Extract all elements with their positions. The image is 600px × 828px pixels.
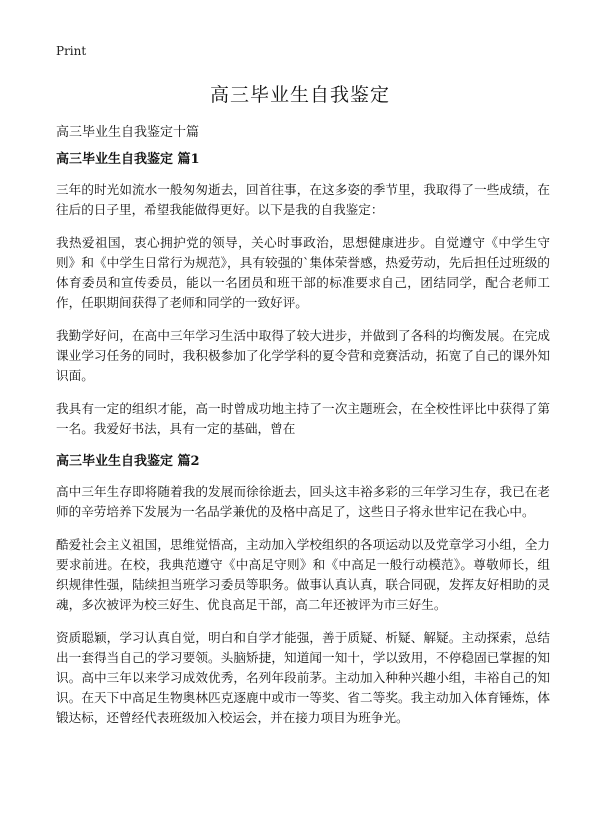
paragraph: 我热爱祖国，衷心拥护党的领导，关心时事政治，思想健康进步。自觉遵守《中学生守则》和《中学生日常行为规范》，具有较强的`集体荣誉感，热爱劳动，先后担任过班级的体育委员和宣传委员，能以一名团员和班干部的标准要求自己，团结同学，配合老师工作，任职期间获得了老师和同学的一致好评。 <box>56 235 550 310</box>
paragraph: 资质聪颖，学习认真自觉，明白和自学才能强，善于质疑、析疑、解疑。主动探索，总结出一套得当自己的学习要领。头脑矫捷，知道闻一知十，学以致用，不停稳固已掌握的知识。高中三年以来学习成效优秀，名列年段前茅。主动加入种种兴趣小组，丰裕自己的知识。在天下中高足生物奥林匹克逐鹿中或市一等奖、省二等奖。我主动加入体育锤炼，体锻达标，还曾经代表班级加入校运会，并在接力项目为班争光。 <box>56 630 550 725</box>
section-heading <box>56 452 550 472</box>
document-body <box>56 150 550 741</box>
document-subtitle: 高三毕业生自我鉴定十篇 <box>56 125 200 140</box>
paragraph: 我勤学好问，在高中三年学习生活中取得了较大进步，并做到了各科的均衡发展。在完成课业学习任务的同时，我积极参加了化学学科的夏令营和竞赛活动，拓宽了自己的课外知识面。 <box>56 328 550 383</box>
section-1 <box>56 150 550 439</box>
paragraph: 酷爱社会主义祖国，思维觉悟高，主动加入学校组织的各项运动以及党章学习小组，全力要求前进。在校，我典范遵守《中高足守则》和《中高足一般行动模范》。尊敬师长，组织规律性强，陆续担当班学习委员等职务。做事认真认真，联合同砚，发挥友好相助的灵魂，多次被评为校三好生、优良高足干部，高二年还被评为市三好生。 <box>56 537 550 612</box>
section-2 <box>56 452 550 728</box>
section-heading <box>56 150 550 170</box>
section-heading-text: 高三毕业生自我鉴定 篇 <box>56 454 191 469</box>
paragraph: 三年的时光如流水一般匆匆逝去，回首往事，在这多姿的季节里，我取得了一些成绩，在往后的日子里，希望我能做得更好。以下是我的自我鉴定： <box>56 182 550 217</box>
section-heading-text: 高三毕业生自我鉴定 篇 <box>56 152 191 167</box>
page-title: 高三毕业生自我鉴定 <box>209 84 390 106</box>
section-number: 2 <box>190 454 200 469</box>
print-link[interactable]: Print <box>56 44 87 58</box>
section-number: 1 <box>190 152 200 167</box>
paragraph: 高中三年生存即将随着我的发展而徐徐逝去，回头这丰裕多彩的三年学习生存，我已在老师的辛劳培养下发展为一名品学兼优的及格中高足了，这些日子将永世牢记在我心中。 <box>56 484 550 519</box>
paragraph: 我具有一定的组织才能，高一时曾成功地主持了一次主题班会，在全校性评比中获得了第一名。我爱好书法，具有一定的基础，曾在 <box>56 401 550 436</box>
